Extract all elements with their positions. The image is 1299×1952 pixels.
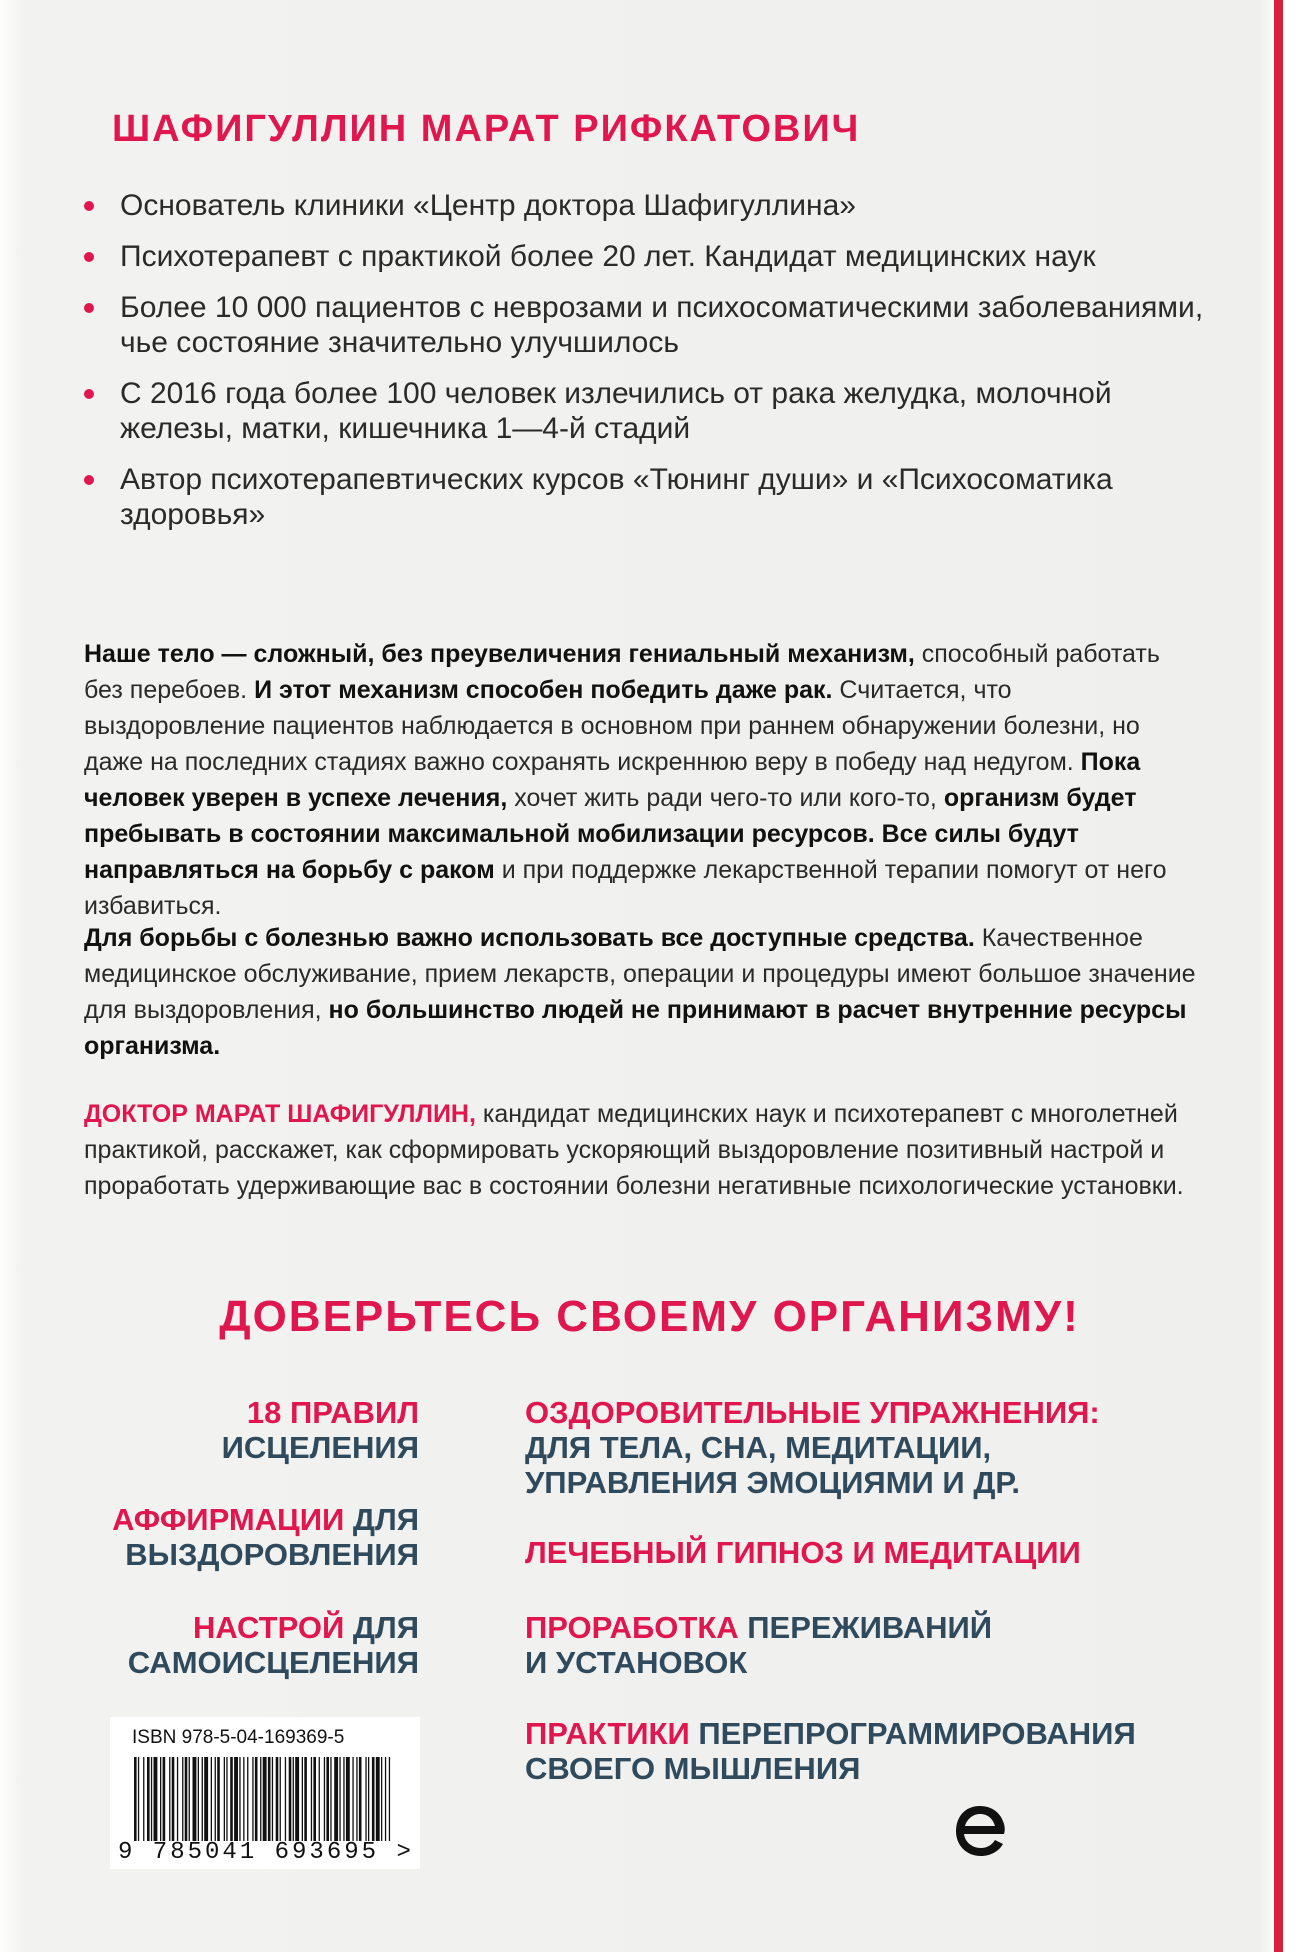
feature-hypnosis: ЛЕЧЕБНЫЙ ГИПНОЗ И МЕДИТАЦИИ: [525, 1535, 1081, 1570]
description-paragraph-1: Наше тело — сложный, без преувеличения гениальный механизм, способный работать без перебоев. И этот механизм способен победить даже рак. Считается, что выздоровление пациентов наблюдается в основном при раннем обнаружении болезни, но даже на последних стадиях важно сохранять искреннюю веру в победу над недугом. Пока человек уверен в успехе лечения, хочет жить ради чего-то или кого-то, организм будет пребывать в состоянии максимальной мобилизации ресурсов. Все силы будут направляться на борьбу с раком и при поддержке лекарственной терапии помогут от него избавиться.: [84, 640, 1167, 920]
feature-working-through: ПРОРАБОТКА ПЕРЕЖИВАНИЙ И УСТАНОВОК: [525, 1610, 993, 1680]
bullet-dot-icon: [84, 201, 94, 211]
bullet-dot-icon: [84, 252, 94, 262]
feature-healing-rules: 18 ПРАВИЛ ИСЦЕЛЕНИЯ: [221, 1395, 419, 1465]
red-edge-stripe: [1274, 0, 1283, 1952]
credential-item: Автор психотерапевтических курсов «Тюнинг души» и «Психосоматика здоровья»: [84, 462, 1204, 532]
publisher-logo-icon: [950, 1800, 1010, 1862]
description-paragraph-2: Для борьбы с болезнью важно использовать все доступные средства. Качественное медицинское обслуживание, прием лекарств, операции и процедуры имеют большое значение для выздоровления, но большинство людей не принимают в расчет внутренние ресурсы организма.: [84, 924, 1196, 1060]
feature-affirmations: АФФИРМАЦИИ ДЛЯ ВЫЗДОРОВЛЕНИЯ: [112, 1502, 419, 1572]
description-paragraph-3: ДОКТОР МАРАТ ШАФИГУЛЛИН, кандидат медицинских наук и психотерапевт с многолетней практикой, расскажет, как сформировать ускоряющий выздоровление позитивный настрой и проработать удерживающие вас в состоянии болезни негативные психологические установки.: [84, 1100, 1184, 1200]
credential-item: Психотерапевт с практикой более 20 лет. Кандидат медицинских наук: [84, 239, 1204, 274]
author-credentials-list: [84, 188, 1204, 548]
feature-self-healing: НАСТРОЙ ДЛЯ САМОИСЦЕЛЕНИЯ: [127, 1610, 419, 1680]
credential-item: Более 10 000 пациентов с неврозами и психосоматическими заболеваниями, чье состояние значительно улучшилось: [84, 290, 1204, 360]
isbn-label: ISBN 978-5-04-169369-5: [132, 1727, 345, 1748]
feature-reprogramming: ПРАКТИКИ ПЕРЕПРОГРАММИРОВАНИЯ СВОЕГО МЫШЛЕНИЯ: [525, 1716, 1136, 1786]
isbn-digits: 9 785041 693695 >: [118, 1839, 414, 1866]
bullet-dot-icon: [84, 389, 94, 399]
slogan: ДОВЕРЬТЕСЬ СВОЕМУ ОРГАНИЗМУ!: [219, 1292, 1080, 1341]
feature-exercises: ОЗДОРОВИТЕЛЬНЫЕ УПРАЖНЕНИЯ: ДЛЯ ТЕЛА, СНА, МЕДИТАЦИИ, УПРАВЛЕНИЯ ЭМОЦИЯМИ И ДР.: [525, 1395, 1100, 1500]
barcode-icon: [134, 1757, 396, 1841]
isbn-barcode: [110, 1717, 420, 1869]
bullet-dot-icon: [84, 475, 94, 485]
credential-item: Основатель клиники «Центр доктора Шафигуллина»: [84, 188, 1204, 223]
credential-item: С 2016 года более 100 человек излечились от рака желудка, молочной железы, матки, кишечника 1—4-й стадий: [84, 376, 1204, 446]
bullet-dot-icon: [84, 303, 94, 313]
author-name: ШАФИГУЛЛИН МАРАТ РИФКАТОВИЧ: [112, 108, 861, 150]
